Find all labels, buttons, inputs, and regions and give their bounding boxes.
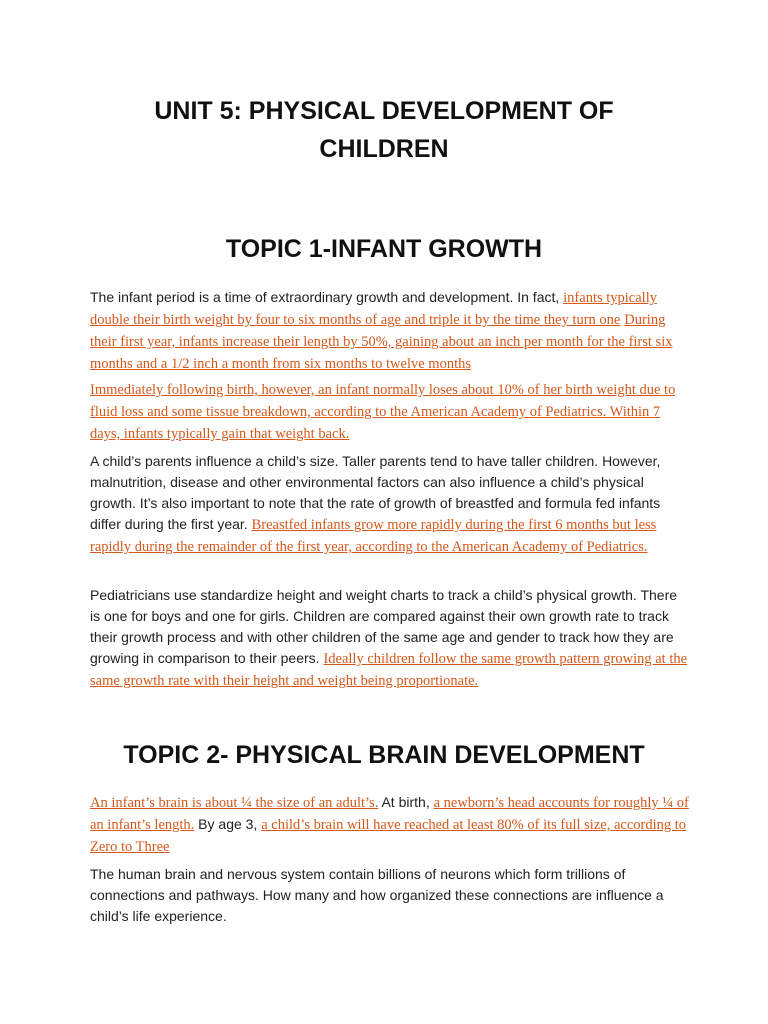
citation-link[interactable]: a child’s brain will have reached at least 80% of its full size, according to Zero to Three bbox=[90, 817, 687, 855]
paragraph-birth-weight bbox=[90, 379, 690, 445]
paragraph-text: Pediatricians use standardize height and weight charts to track a child’s physical growth. There is one for boys and one for girls. Children are compared against their own growth rate to track their growth process and with other children of the same age and gender to track how they are growing in comparison to their peers. bbox=[90, 587, 678, 666]
topic-1-heading: TOPIC 1-INFANT GROWTH bbox=[225, 235, 543, 263]
paragraph-text: A child’s parents influence a child’s size. Taller parents tend to have taller children. However, malnutrition, disease and other environmental factors can also influence a child’s physical growth. It’s also important to note that the rate of growth of breastfed and formula fed infants differ during the first year. bbox=[90, 453, 661, 532]
citation-link[interactable]: a newborn’s head accounts for roughly ¼ of an infant’s length. bbox=[90, 795, 689, 833]
citation-link[interactable]: An infant’s brain is about ¼ the size of an adult’s. bbox=[90, 795, 379, 811]
paragraph-text: At birth, bbox=[378, 794, 434, 810]
paragraph-growth-charts bbox=[90, 585, 690, 692]
topic-2-heading: TOPIC 2- PHYSICAL BRAIN DEVELOPMENT bbox=[123, 741, 645, 769]
citation-link[interactable]: Ideally children follow the same growth pattern growing at the same growth rate with their height and weight being proportionate. bbox=[90, 651, 688, 689]
paragraph-text: The human brain and nervous system contain billions of neurons which form trillions of connections and pathways. How many and how organized these connections are influence a child’s life experience. bbox=[90, 866, 664, 924]
paragraph-text: By age 3, bbox=[194, 816, 262, 832]
paragraph-parents-influence bbox=[90, 451, 690, 558]
citation-link[interactable]: Immediately following birth, however, an infant normally loses about 10% of her birth weight due to fluid loss and some tissue breakdown, according to the American Academy of Pediatrics. Within 7 days, infants typically gain that weight back. bbox=[90, 382, 676, 442]
citation-link[interactable]: Breastfed infants grow more rapidly during the first 6 months but less rapidly during the remainder of the first year, according to the American Academy of Pediatrics. bbox=[90, 517, 657, 555]
citation-link[interactable]: infants typically double their birth weight by four to six months of age and triple it by the time they turn one bbox=[90, 290, 657, 328]
paragraph-brain-size bbox=[90, 792, 690, 858]
unit-title: UNIT 5: PHYSICAL DEVELOPMENT OF CHILDREN bbox=[154, 97, 614, 163]
paragraph-nervous-system bbox=[90, 864, 690, 927]
paragraph-infant-period bbox=[90, 287, 690, 375]
paragraph-text: The infant period is a time of extraordinary growth and development. In fact, bbox=[90, 289, 564, 305]
citation-link[interactable]: During their first year, infants increase their length by 50%, gaining about an inch per month for the first six months and a 1/2 inch a month from six months to twelve months bbox=[90, 312, 673, 372]
